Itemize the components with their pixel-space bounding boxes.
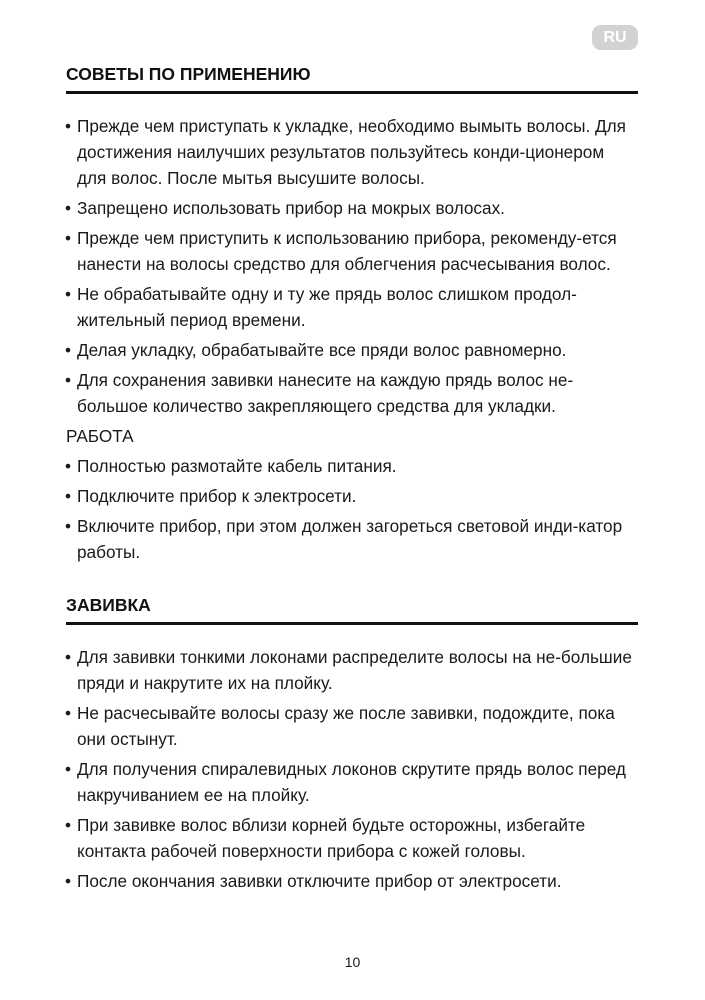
language-badge: RU <box>592 25 638 50</box>
page-number: 10 <box>344 954 361 970</box>
section-title: ЗАВИВКА <box>66 594 638 625</box>
list-item: • Не обрабатывайте одну и ту же прядь волос слишком продол-жительный период времени. <box>66 281 638 333</box>
usage-tips-list <box>66 113 638 419</box>
subheading-operation: РАБОТА <box>66 426 134 446</box>
section-title: СОВЕТЫ ПО ПРИМЕНЕНИЮ <box>66 63 638 94</box>
list-item: • Не расчесывайте волосы сразу же после завивки, подождите, пока они остынут. <box>66 700 638 752</box>
list-item: • Включите прибор, при этом должен загореться световой инди-катор работы. <box>66 513 638 565</box>
list-item: • Подключите прибор к электросети. <box>66 483 638 509</box>
list-item: • После окончания завивки отключите прибор от электросети. <box>66 868 638 894</box>
list-item: • Запрещено использовать прибор на мокрых волосах. <box>66 195 638 221</box>
list-item: • При завивке волос вблизи корней будьте осторожны, избегайте контакта рабочей поверхности прибора с кожей головы. <box>66 812 638 864</box>
list-item: • Для получения спиралевидных локонов скрутите прядь волос перед накручиванием ее на плойку. <box>66 756 638 808</box>
list-item: • Прежде чем приступить к использованию прибора, рекоменду-ется нанести на волосы средство для облегчения расчесывания волос. <box>66 225 638 277</box>
list-item: • Для сохранения завивки нанесите на каждую прядь волос не-большое количество закрепляющего средства для укладки. <box>66 367 638 419</box>
list-item: • Для завивки тонкими локонами распределите волосы на не-большие пряди и накрутите их на плойку. <box>66 644 638 696</box>
list-item: • Делая укладку, обрабатывайте все пряди волос равномерно. <box>66 337 638 363</box>
operation-list <box>66 453 638 565</box>
list-item: • Полностью размотайте кабель питания. <box>66 453 638 479</box>
curling-list <box>66 644 638 894</box>
section-usage-tips <box>66 63 638 569</box>
list-item: • Прежде чем приступать к укладке, необходимо вымыть волосы. Для достижения наилучших результатов пользуйтесь конди-ционером для волос. После мытья высушите волосы. <box>66 113 638 191</box>
section-curling <box>66 594 638 898</box>
